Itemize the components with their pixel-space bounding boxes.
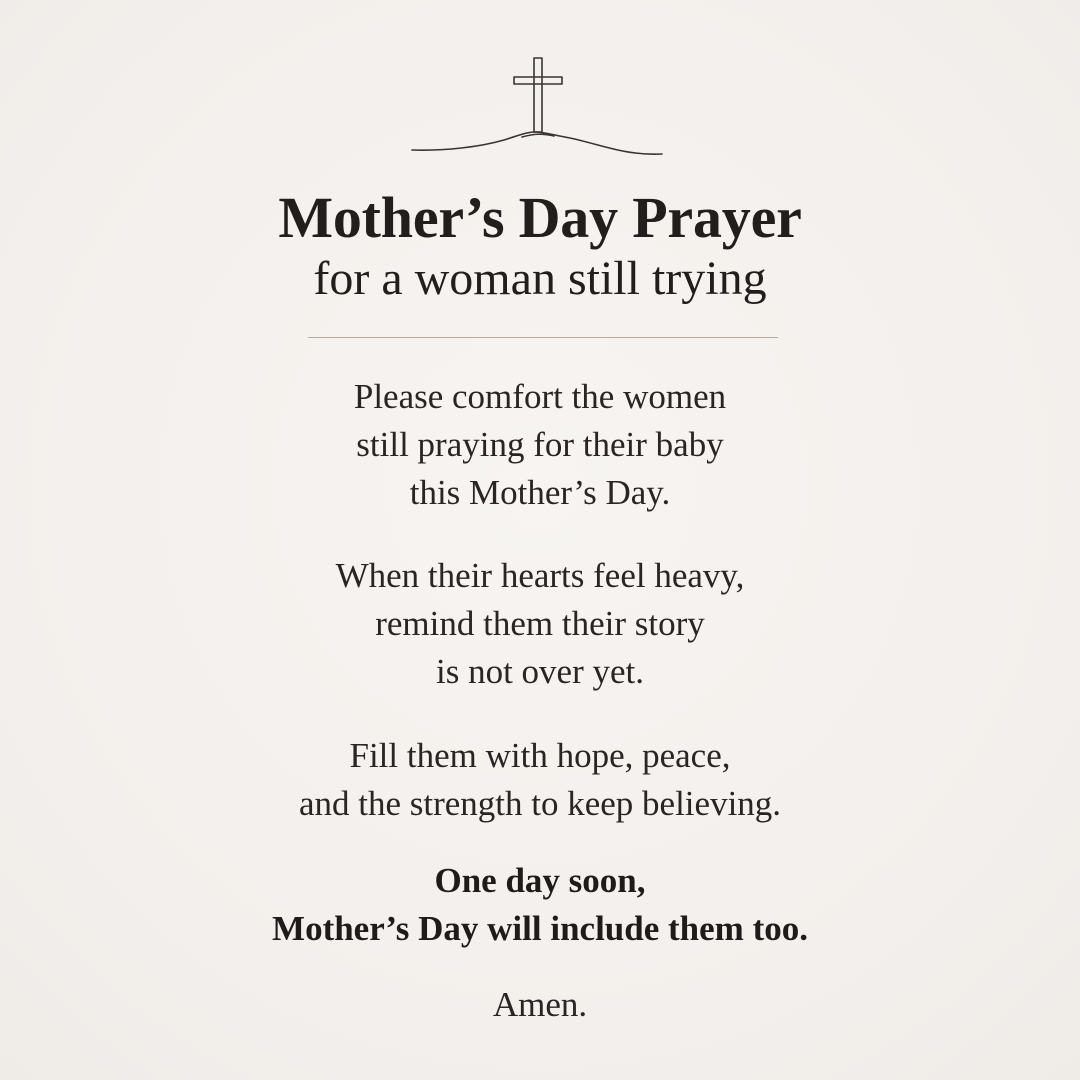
page-title: Mother’s Day Prayer bbox=[278, 185, 802, 250]
closing-stanza bbox=[0, 857, 1080, 953]
stanza-2-line-1: When their hearts feel heavy, bbox=[335, 556, 745, 595]
stanza-2-line-3: is not over yet. bbox=[435, 652, 645, 691]
stanza-1-line-2: still praying for their baby bbox=[356, 425, 724, 464]
stanza-1-line-3: this Mother’s Day. bbox=[409, 473, 671, 512]
prayer-stanza-1 bbox=[0, 373, 1080, 517]
stanza-1-line-1: Please comfort the women bbox=[353, 377, 727, 416]
amen-text: Amen. bbox=[492, 985, 588, 1024]
cross-on-hill-icon bbox=[0, 48, 1080, 168]
prayer-stanza-2 bbox=[0, 552, 1080, 696]
closing-line-2: Mother’s Day will include them too. bbox=[272, 909, 808, 948]
title-divider bbox=[308, 337, 778, 338]
closing-line-1: One day soon, bbox=[434, 861, 646, 900]
page-subtitle: for a woman still trying bbox=[313, 252, 767, 305]
stanza-3-line-1: Fill them with hope, peace, bbox=[349, 736, 731, 775]
stanza-2-line-2: remind them their story bbox=[375, 604, 705, 643]
stanza-3-line-2: and the strength to keep believing. bbox=[298, 784, 782, 823]
prayer-stanza-3 bbox=[0, 732, 1080, 828]
cross-on-hill-icon-graphic bbox=[400, 48, 680, 168]
